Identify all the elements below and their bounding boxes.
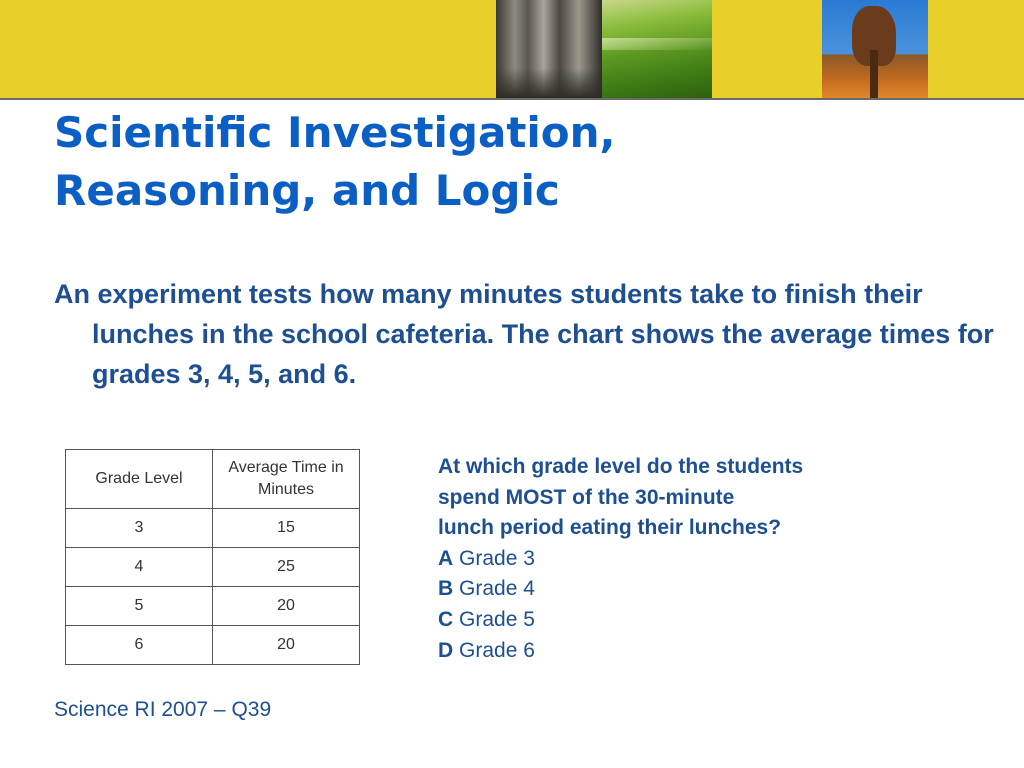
- banner-photo-tree: [822, 0, 928, 98]
- intro-paragraph: An experiment tests how many minutes students take to finish their lunches in the school cafeteria. The chart shows the average times for grades 3, 4, 5, and 6.: [54, 279, 994, 389]
- table-row: [66, 548, 360, 587]
- table-row: [66, 626, 360, 665]
- cell-grade: 3: [66, 509, 213, 548]
- cell-time: 25: [213, 548, 360, 587]
- cell-grade: 6: [66, 626, 213, 665]
- option-letter: D: [438, 638, 454, 662]
- option-text: Grade 5: [459, 607, 535, 631]
- cell-grade: 4: [66, 548, 213, 587]
- question-line-1: At which grade level do the students: [438, 455, 804, 478]
- title-line-2: Reasoning, and Logic: [54, 166, 560, 215]
- question-line-3: lunch period eating their lunches?: [438, 516, 782, 540]
- option-text: Grade 4: [459, 577, 535, 601]
- slide-title: [54, 104, 954, 220]
- option-letter: A: [438, 546, 454, 570]
- header-grade-level: Grade Level: [66, 450, 213, 509]
- header-average-time: Average Time in Minutes: [213, 450, 360, 509]
- question-block: [438, 452, 908, 666]
- option-letter: B: [438, 577, 454, 601]
- answer-options: [438, 544, 908, 666]
- option-text: Grade 6: [459, 638, 535, 662]
- banner-divider: [0, 98, 1024, 100]
- banner-photo-forest: [496, 0, 602, 98]
- table-row: [66, 509, 360, 548]
- option-c: [438, 605, 908, 636]
- option-letter: C: [438, 607, 454, 631]
- header-banner: [0, 0, 1024, 98]
- table-header-row: [66, 450, 360, 509]
- question-text: [438, 452, 908, 544]
- cell-grade: 5: [66, 587, 213, 626]
- grade-time-table: [65, 449, 360, 665]
- banner-photo-field: [602, 0, 712, 98]
- option-d: [438, 636, 908, 667]
- cell-time: 20: [213, 587, 360, 626]
- option-text: Grade 3: [459, 546, 535, 570]
- title-line-1: Scientific Investigation,: [54, 108, 616, 157]
- cell-time: 20: [213, 626, 360, 665]
- option-b: [438, 574, 908, 605]
- question-line-2: spend MOST of the 30-minute: [438, 485, 735, 509]
- cell-time: 15: [213, 509, 360, 548]
- option-a: [438, 544, 908, 575]
- table-row: [66, 587, 360, 626]
- source-citation: Science RI 2007 – Q39: [54, 698, 272, 721]
